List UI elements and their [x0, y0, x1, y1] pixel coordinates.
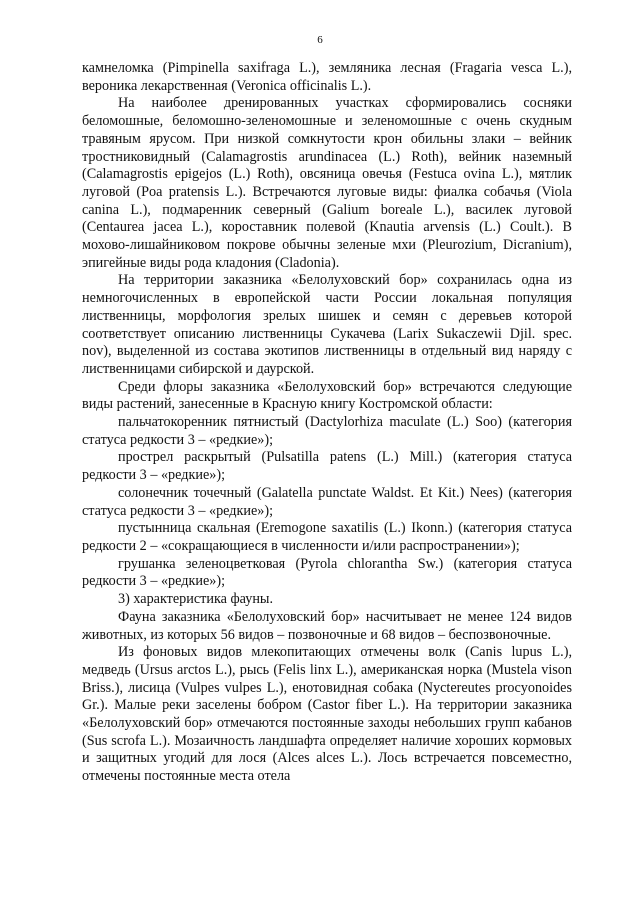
- paragraph-mammals: Из фоновых видов млекопитающих отмечены волк (Canis lupus L.), медведь (Ursus arctos L.), рысь (Felis linx L.), американская норка (Mustela vison Briss.), лисица (Vulpes vulpes L.), енотовидная собака (Nyctereutes procyonoides Gr.). Малые реки заселены бобром (Castor fiber L.). На территории заказника «Белолуховский бор» отмечаются постоянные заходы небольших групп кабанов (Sus scrofa L.). Мозаичность ландшафта определяет наличие хороших кормовых и защитных угодий для лося (Alces alces L.). Лось встречается повсеместно, отмечены постоянные места отела: [82, 644, 572, 785]
- paragraph-larch-population: На территории заказника «Белолуховский бор» сохранилась одна из немногочисленных в европейской части России локальная популяция лиственницы, морфология зрелых шишек и семян с деревьев которой соответствует описанию лиственницы Сукачева (Larix Sukaczewii Djil. spec. nov), выделенной из состава экотипов лиственницы в отдельный вид наряду с лиственницами сибирской и даурской.: [82, 272, 572, 377]
- paragraph-pine-forests: На наиболее дренированных участках сформировались сосняки беломошные, беломошно-зеленомошные и зеленомошные с очень скудным травяным ярусом. При низкой сомкнутости крон обильны злаки – вейник тростниковидный (Calamagrostis arundinacea (L.) Roth), вейник наземный (Calamagrostis epigejos (L.) Roth), овсяница овечья (Festuca ovina L.), мятлик луговой (Poa pratensis L.). Встречаются луговые виды: фиалка собачья (Viola canina L.), подмаренник северный (Galium boreale L.), василек луговой (Centaurea jacea L.), короставник полевой (Knautia arvensis (L.) Coult.). В мохово-лишайниковом покрове обычны зеленые мхи (Pleurozium, Dicranium), эпигейные виды рода кладония (Cladonia).: [82, 95, 572, 271]
- paragraph-fauna-count: Фауна заказника «Белолуховский бор» насчитывает не менее 124 видов животных, из которых 56 видов – позвоночные и 68 видов – беспозвоночные.: [82, 608, 572, 643]
- body-text: [82, 60, 572, 786]
- section-heading-fauna: 3) характеристика фауны.: [118, 591, 273, 608]
- page-number: 6: [317, 34, 323, 46]
- list-item-eremogone: пустынница скальная (Eremogone saxatilis (L.) Ikonn.) (категория статуса редкости 2 – «сокращающиеся в численности и/или распространении»);: [82, 520, 572, 554]
- paragraph-continuation: камнеломка (Pimpinella saxifraga L.), земляника лесная (Fragaria vesca L.), вероника лекарственная (Veronica officinalis L.).: [82, 60, 572, 94]
- list-item-pulsatilla: прострел раскрытый (Pulsatilla patens (L.) Mill.) (категория статуса редкости 3 – «редкие»);: [82, 449, 572, 484]
- list-item-galatella: солонечник точечный (Galatella punctate Waldst. Et Kit.) Nees) (категория статуса редкости 3 – «редкие»);: [82, 484, 572, 519]
- paragraph-red-book-intro: Среди флоры заказника «Белолуховский бор» встречаются следующие виды растений, занесенные в Красную книгу Костромской области:: [82, 378, 572, 413]
- list-item-pyrola: грушанка зеленоцветковая (Pyrola chlorantha Sw.) (категория статуса редкости 3 – «редкие»);: [82, 555, 572, 590]
- list-item-dactylorhiza: пальчатокоренник пятнистый (Dactylorhiza maculate (L.) Soo) (категория статуса редкости 3 – «редкие»);: [82, 414, 572, 448]
